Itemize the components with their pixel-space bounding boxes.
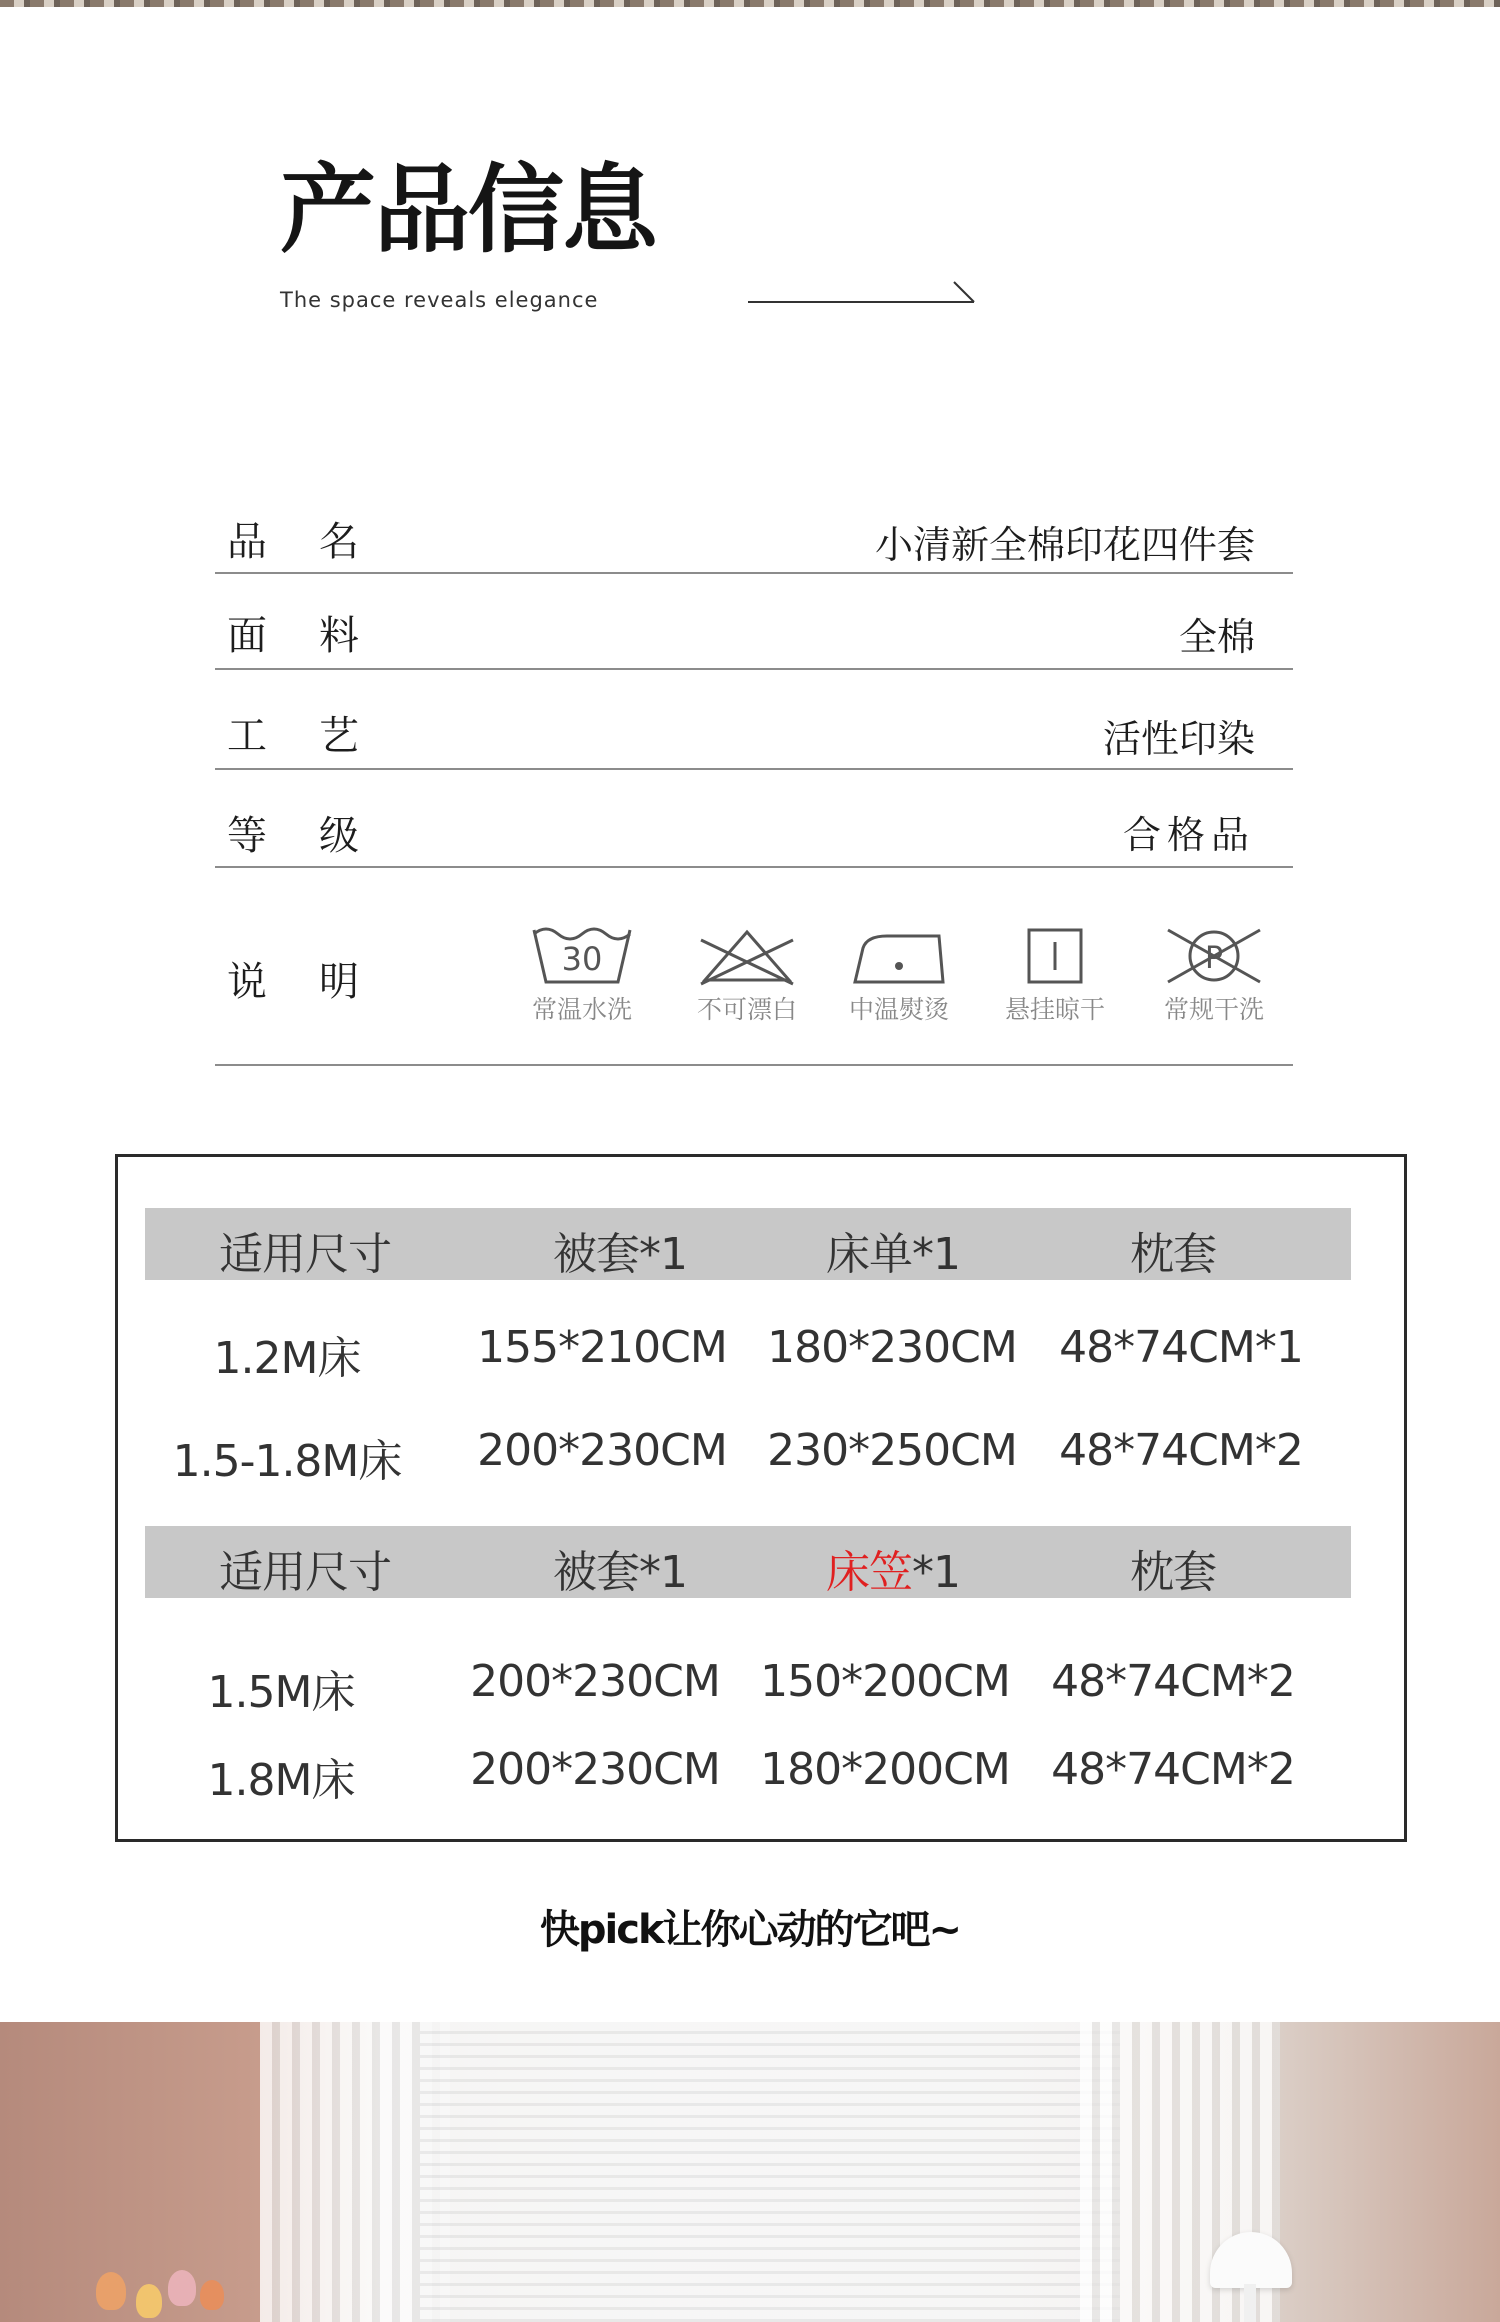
table2-cell: 150*200CM xyxy=(760,1656,1010,1707)
spec-label: 说明 xyxy=(227,959,411,1005)
care-label: 不可漂白 xyxy=(696,995,797,1024)
dry-clean-icon xyxy=(1162,924,1266,988)
spec-row-name xyxy=(215,500,1293,574)
spec-row-fabric xyxy=(215,572,1293,670)
spec-label: 等级 xyxy=(227,813,411,859)
care-label: 常温水洗 xyxy=(531,995,632,1024)
table2-cell: 200*230CM xyxy=(470,1744,720,1795)
care-label: 悬挂晾干 xyxy=(1004,995,1105,1024)
table1-header: 床单*1 xyxy=(826,1229,960,1280)
wash-30-icon xyxy=(530,924,634,988)
section-subtitle: The space reveals elegance xyxy=(280,288,599,312)
table2-header: 枕套 xyxy=(1130,1547,1216,1598)
fitted-sheet-label: 床笠 xyxy=(826,1547,912,1598)
table1-cell: 1.2M床 xyxy=(213,1333,361,1384)
table2-cell: 48*74CM*2 xyxy=(1051,1656,1295,1707)
table1-cell: 180*230CM xyxy=(767,1322,1017,1373)
care-label: 常规干洗 xyxy=(1163,995,1264,1024)
hang-dry-icon xyxy=(1003,924,1107,988)
arrow-right-icon xyxy=(748,280,978,310)
table2-cell: 180*200CM xyxy=(760,1744,1010,1795)
table2-cell: 1.8M床 xyxy=(207,1755,355,1806)
lamp-stem xyxy=(1244,2284,1256,2322)
dry-clean-letter: P xyxy=(1204,941,1224,976)
table2-header: 适用尺寸 xyxy=(219,1547,391,1598)
care-item-no-bleach xyxy=(682,924,812,1026)
care-item-iron xyxy=(834,924,964,1026)
care-item-dry-clean xyxy=(1149,924,1279,1026)
top-photo-strip xyxy=(0,0,1500,7)
spec-row-grade xyxy=(215,768,1293,868)
tulip-flower xyxy=(200,2280,224,2310)
table2-header-fitted-sheet xyxy=(826,1536,960,1600)
spec-label: 品名 xyxy=(227,519,411,565)
tulip-flower xyxy=(168,2270,196,2306)
table1-cell: 200*230CM xyxy=(477,1425,727,1476)
spec-value: 小清新全棉印花四件套 xyxy=(874,523,1255,567)
spec-label: 面料 xyxy=(227,613,411,659)
care-label: 中温熨烫 xyxy=(848,995,949,1024)
spec-value: 合格品 xyxy=(1122,813,1255,857)
section-title: 产品信息 xyxy=(280,154,656,266)
table2-cell: 1.5M床 xyxy=(207,1667,355,1718)
table1-header: 适用尺寸 xyxy=(219,1229,391,1280)
fitted-sheet-qty: *1 xyxy=(912,1547,960,1598)
table1-header: 被套*1 xyxy=(553,1229,687,1280)
no-bleach-icon xyxy=(695,924,799,988)
iron-medium-icon xyxy=(847,924,951,988)
table2-cell: 48*74CM*2 xyxy=(1051,1744,1295,1795)
table1-header: 枕套 xyxy=(1130,1229,1216,1280)
table1-cell: 230*250CM xyxy=(767,1425,1017,1476)
window-blind xyxy=(420,2022,1120,2322)
table1-cell: 48*74CM*2 xyxy=(1059,1425,1303,1476)
care-item-wash xyxy=(517,924,647,1026)
spec-row-craft xyxy=(215,668,1293,770)
footer-tagline: 快pick让你心动的它吧~ xyxy=(539,1907,961,1953)
tulip-flower xyxy=(136,2284,162,2318)
table1-cell: 48*74CM*1 xyxy=(1059,1322,1303,1373)
tulip-flower xyxy=(96,2272,126,2310)
table1-cell: 155*210CM xyxy=(477,1322,727,1373)
table2-cell: 200*230CM xyxy=(470,1656,720,1707)
bedroom-photo xyxy=(0,2022,1500,2322)
table1-cell: 1.5-1.8M床 xyxy=(172,1436,402,1487)
table2-header: 被套*1 xyxy=(553,1547,687,1598)
spec-label: 工艺 xyxy=(227,713,411,759)
care-item-hang-dry xyxy=(990,924,1120,1026)
spec-value: 全棉 xyxy=(1178,615,1255,659)
wash-temperature: 30 xyxy=(561,940,603,978)
spec-value: 活性印染 xyxy=(1102,717,1255,761)
